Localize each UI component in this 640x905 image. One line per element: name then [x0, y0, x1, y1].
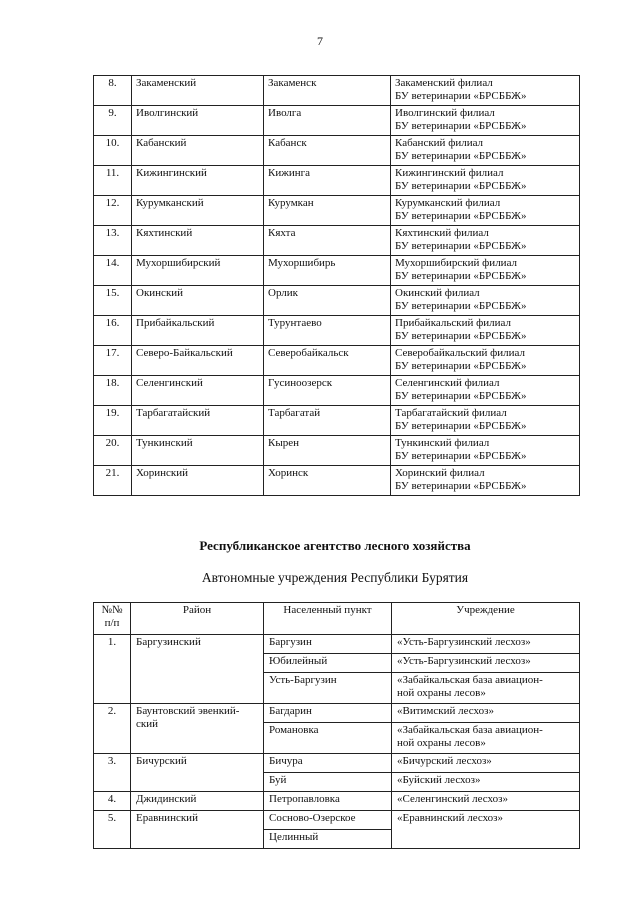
institution-cell: «Бичурский лесхоз» [392, 754, 580, 773]
branch-cell: Кижингинский филиал БУ ветеринарии «БРСББЖ» [391, 166, 580, 196]
settlement-cell: Сосново-Озерское [264, 811, 392, 830]
institution-cell: «Буйский лесхоз» [392, 773, 580, 792]
branch-cell: Северобайкальский филиал БУ ветеринарии «БРСББЖ» [391, 346, 580, 376]
branch-cell: Тункинский филиал БУ ветеринарии «БРСББЖ» [391, 436, 580, 466]
table-row [94, 466, 580, 496]
district-cell: Северо-Байкальский [132, 346, 264, 376]
branch-cell: Мухоршибирский филиал БУ ветеринарии «БРСББЖ» [391, 256, 580, 286]
institution-cell: «Селенгинский лесхоз» [392, 792, 580, 811]
institution-cell: «Забайкальская база авиацион- ной охраны лесов» [392, 673, 580, 704]
town-cell: Турунтаево [264, 316, 391, 346]
table-row [94, 136, 580, 166]
town-cell: Орлик [264, 286, 391, 316]
settlement-cell: Целинный [264, 830, 392, 849]
row-num: 11. [94, 166, 132, 196]
district-cell: Кабанский [132, 136, 264, 166]
town-cell: Кырен [264, 436, 391, 466]
row-num: 13. [94, 226, 132, 256]
district-cell: Кяхтинский [132, 226, 264, 256]
header-num: №№ п/п [94, 603, 131, 635]
branch-cell: Кабанский филиал БУ ветеринарии «БРСББЖ» [391, 136, 580, 166]
town-cell: Кяхта [264, 226, 391, 256]
table-row [94, 286, 580, 316]
row-num: 8. [94, 76, 132, 106]
settlement-cell: Юбилейный [264, 654, 392, 673]
branch-cell: Кяхтинский филиал БУ ветеринарии «БРСББЖ» [391, 226, 580, 256]
branch-cell: Селенгинский филиал БУ ветеринарии «БРСББЖ» [391, 376, 580, 406]
row-num: 15. [94, 286, 132, 316]
table-row [94, 406, 580, 436]
district-cell: Закаменский [132, 76, 264, 106]
table-row [94, 792, 580, 811]
town-cell: Кабанск [264, 136, 391, 166]
district-cell: Тарбагатайский [132, 406, 264, 436]
row-num: 2. [94, 704, 131, 754]
row-num: 9. [94, 106, 132, 136]
town-cell: Иволга [264, 106, 391, 136]
row-num: 4. [94, 792, 131, 811]
institution-cell: «Усть-Баргузинский лесхоз» [392, 654, 580, 673]
branch-cell: Тарбагатайский филиал БУ ветеринарии «БРСББЖ» [391, 406, 580, 436]
table-row [94, 196, 580, 226]
district-cell: Курумканский [132, 196, 264, 226]
branch-cell: Иволгинский филиал БУ ветеринарии «БРСББЖ» [391, 106, 580, 136]
table-row [94, 811, 580, 830]
page-number: 7 [317, 34, 323, 48]
table-row [94, 166, 580, 196]
row-num: 19. [94, 406, 132, 436]
district-cell: Баунтовский эвенкий- ский [131, 704, 264, 754]
institution-cell: «Усть-Баргузинский лесхоз» [392, 635, 580, 654]
row-num: 1. [94, 635, 131, 704]
town-cell: Тарбагатай [264, 406, 391, 436]
row-num: 16. [94, 316, 132, 346]
town-cell: Северобайкальск [264, 346, 391, 376]
institution-cell: «Еравнинский лесхоз» [392, 811, 580, 849]
table-row [94, 754, 580, 773]
settlement-cell: Петропавловка [264, 792, 392, 811]
table-row [94, 256, 580, 286]
table-header-row [94, 603, 580, 635]
row-num: 21. [94, 466, 132, 496]
settlement-cell: Багдарин [264, 704, 392, 723]
district-cell: Иволгинский [132, 106, 264, 136]
row-num: 10. [94, 136, 132, 166]
table-row [94, 226, 580, 256]
branch-cell: Закаменский филиал БУ ветеринарии «БРСББЖ» [391, 76, 580, 106]
table-row [94, 436, 580, 466]
header-institution: Учреждение [392, 603, 580, 635]
table-row [94, 635, 580, 654]
settlement-cell: Баргузин [264, 635, 392, 654]
branch-cell: Окинский филиал БУ ветеринарии «БРСББЖ» [391, 286, 580, 316]
table-row [94, 106, 580, 136]
table-row [94, 376, 580, 406]
branch-cell: Прибайкальский филиал БУ ветеринарии «БРСББЖ» [391, 316, 580, 346]
settlement-cell: Усть-Баргузин [264, 673, 392, 704]
row-num: 3. [94, 754, 131, 792]
veterinary-branches-table [93, 75, 580, 496]
town-cell: Кижинга [264, 166, 391, 196]
settlement-cell: Бичура [264, 754, 392, 773]
table-row [94, 346, 580, 376]
district-cell: Бичурский [131, 754, 264, 792]
district-cell: Селенгинский [132, 376, 264, 406]
branch-cell: Хоринский филиал БУ ветеринарии «БРСББЖ» [391, 466, 580, 496]
row-num: 14. [94, 256, 132, 286]
district-cell: Кижингинский [132, 166, 264, 196]
district-cell: Баргузинский [131, 635, 264, 704]
header-settlement: Населенный пункт [264, 603, 392, 635]
institution-cell: «Забайкальская база авиацион- ной охраны лесов» [392, 723, 580, 754]
branch-cell: Курумканский филиал БУ ветеринарии «БРСББЖ» [391, 196, 580, 226]
table-row [94, 316, 580, 346]
town-cell: Курумкан [264, 196, 391, 226]
agency-title: Республиканское агентство лесного хозяйства [199, 538, 471, 553]
row-num: 18. [94, 376, 132, 406]
district-cell: Мухоршибирский [132, 256, 264, 286]
town-cell: Закаменск [264, 76, 391, 106]
district-cell: Окинский [132, 286, 264, 316]
institutions-subtitle: Автономные учреждения Республики Бурятия [201, 570, 469, 585]
district-cell: Еравнинский [131, 811, 264, 849]
settlement-cell: Буй [264, 773, 392, 792]
row-num: 5. [94, 811, 131, 849]
town-cell: Гусиноозерск [264, 376, 391, 406]
table-row [94, 704, 580, 723]
district-cell: Тункинский [132, 436, 264, 466]
forestry-institutions-table [93, 602, 580, 849]
row-num: 12. [94, 196, 132, 226]
district-cell: Джидинский [131, 792, 264, 811]
settlement-cell: Романовка [264, 723, 392, 754]
town-cell: Мухоршибирь [264, 256, 391, 286]
district-cell: Прибайкальский [132, 316, 264, 346]
row-num: 20. [94, 436, 132, 466]
table-row [94, 76, 580, 106]
institution-cell: «Витимский лесхоз» [392, 704, 580, 723]
row-num: 17. [94, 346, 132, 376]
town-cell: Хоринск [264, 466, 391, 496]
district-cell: Хоринский [132, 466, 264, 496]
header-district: Район [131, 603, 264, 635]
